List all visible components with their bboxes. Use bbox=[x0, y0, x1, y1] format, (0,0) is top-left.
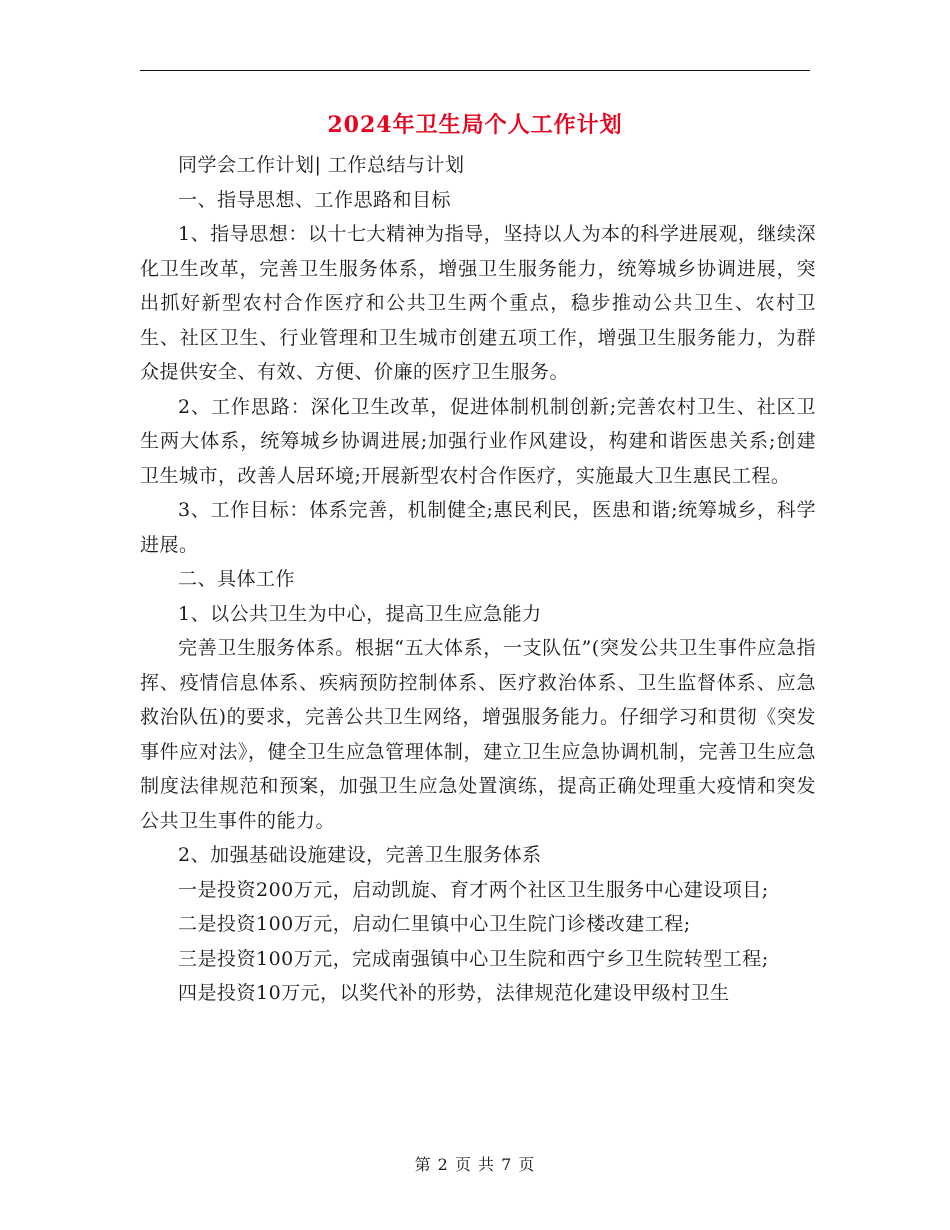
subsection-heading-1: 1、以公共卫生为中心，提高卫生应急能力 bbox=[178, 602, 542, 625]
list-item-investment-2: 二是投资100万元，启动仁里镇中心卫生院门诊楼改建工程; bbox=[178, 913, 691, 935]
list-item-investment-3: 三是投资100万元，完成南强镇中心卫生院和西宁乡卫生院转型工程; bbox=[178, 947, 769, 970]
list-item-investment-4: 四是投资10万元，以奖代补的形势，法律规范化建设甲级村卫生 bbox=[178, 982, 730, 1004]
paragraph-guiding-thought: 1、指导思想：以十七大精神为指导，坚持以人为本的科学进展观，继续深化卫生改革，完善卫生服务体系，增强卫生服务能力，统筹城乡协调进展，突出抓好新型农村合作医疗和公共卫生两个重点，稳步推动公共卫生、农村卫生、社区卫生、行业管理和卫生城市创建五项工作，增强卫生服务能力，为群众提供安全、有效、方便、价廉的医疗卫生服务。 bbox=[140, 223, 816, 383]
header-rule bbox=[140, 70, 810, 71]
document-body bbox=[140, 148, 816, 1011]
list-item-investment-1: 一是投资200万元，启动凯旋、育才两个社区卫生服务中心建设项目; bbox=[178, 878, 769, 901]
paragraph-work-ideas: 2、工作思路：深化卫生改革，促进体制机制创新;完善农村卫生、社区卫生两大体系，统筹城乡协调进展;加强行业作风建设，构建和谐医患关系;创建卫生城市，改善人居环境;开展新型农村合作医疗，实施最大卫生惠民工程。 bbox=[140, 395, 816, 487]
paragraph-work-goals: 3、工作目标：体系完善，机制健全;惠民利民，医患和谐;统筹城乡，科学进展。 bbox=[140, 499, 816, 556]
paragraph-subtitle: 同学会工作计划| 工作总结与计划 bbox=[178, 154, 465, 176]
section-heading-1: 一、指导思想、工作思路和目标 bbox=[178, 188, 452, 211]
page-number: 第 2 页 共 7 页 bbox=[414, 1155, 536, 1174]
section-heading-2: 二、具体工作 bbox=[178, 568, 296, 590]
document-title: 2024年卫生局个人工作计划 bbox=[327, 112, 623, 138]
subsection-heading-2: 2、加强基础设施建设，完善卫生服务体系 bbox=[178, 844, 542, 866]
paragraph-service-system: 完善卫生服务体系。根据“五大体系，一支队伍”(突发公共卫生事件应急指挥、疫情信息体系、疾病预防控制体系、医疗救治体系、卫生监督体系、应急救治队伍)的要求，完善公共卫生网络，增强服务能力。仔细学习和贯彻《突发事件应对法》，健全卫生应急管理体制，建立卫生应急协调机制，完善卫生应急制度法律规范和预案，加强卫生应急处置演练，提高正确处理重大疫情和突发公共卫生事件的能力。 bbox=[140, 637, 816, 832]
